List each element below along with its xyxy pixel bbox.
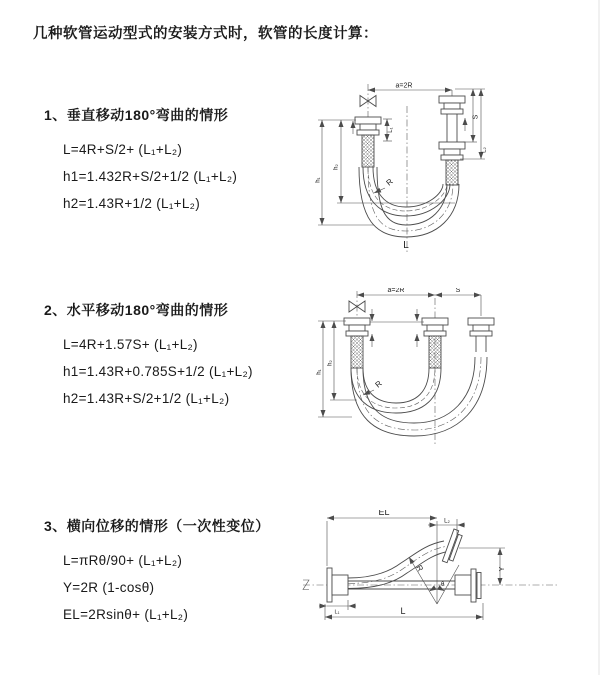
section3-formula-el: EL=2Rsinθ+ (L₁+L₂) (63, 607, 189, 622)
diagram-horizontal-180-bend (312, 288, 592, 460)
dimension-l1 (383, 119, 394, 141)
right-fitting (468, 318, 494, 352)
label-r: R (414, 563, 425, 574)
dim-label-h1: h₁ (315, 177, 322, 183)
dimension-l (325, 603, 483, 620)
section-vertical-movement (44, 105, 237, 217)
dimension-l1 (319, 600, 356, 616)
section2-heading: 2、水平移动180°弯曲的情形 (44, 302, 229, 318)
dim-label-a2r: a=2R (387, 288, 405, 294)
dim-label-h1: h₁ (316, 369, 323, 375)
braided-hose-section (429, 336, 441, 368)
dim-label-y: Y (499, 566, 506, 572)
middle-fitting (422, 318, 448, 368)
dim-label-h2: h₂ (333, 164, 340, 170)
label-r: R (384, 176, 395, 188)
dimension-a2r-s (357, 288, 481, 316)
dim-label-l: L (400, 606, 406, 616)
section-horizontal-movement (44, 300, 253, 412)
braided-hose-section (362, 135, 374, 167)
hose-u-curves (359, 167, 459, 237)
dim-label-el: EL (378, 510, 390, 517)
dimension-l2 (428, 519, 465, 536)
page-title: 几种软管运动型式的安装方式时，软管的长度计算： (33, 26, 378, 42)
dim-label-l1: L₁ (388, 127, 394, 133)
section3-heading: 3、横向位移的情形（一次性变位） (44, 518, 270, 534)
fitting-reference-arrows (370, 309, 424, 347)
section2-formula-h1: h1=1.43R+0.785S+1/2 (L₁+L₂) (63, 364, 253, 379)
section1-heading: 1、垂直移动180°弯曲的情形 (44, 107, 229, 123)
section3-formula-y: Y=2R (1-cosθ) (63, 580, 155, 595)
braided-hose-section (351, 336, 363, 368)
dimension-a2r (368, 83, 452, 97)
dim-label-l2: L₂ (444, 518, 450, 525)
dim-label-s: S (455, 288, 461, 294)
section2-formula-h2: h2=1.43R+S/2+1/2 (L₁+L₂) (63, 391, 230, 406)
section1-formula-h1: h1=1.432R+S/2+1/2 (L₁+L₂) (63, 169, 238, 184)
dim-label-l1: L₁ (334, 609, 340, 616)
valve-icon (360, 84, 376, 117)
left-fitting (353, 117, 381, 167)
dim-label-l2: L₂ (481, 147, 488, 153)
section3-formula-l: L=πRθ/90+ (L₁+L₂) (63, 553, 183, 568)
label-theta: θ (441, 582, 445, 588)
section2-formula-l: L=4R+1.57S+ (L₁+L₂) (63, 337, 198, 352)
left-flange (327, 568, 348, 602)
section-lateral-displacement (44, 516, 270, 628)
angle-construction (409, 557, 459, 604)
hose-u-curves (351, 357, 487, 436)
dimension-h1-h2 (316, 120, 456, 225)
dim-label-h2: h₂ (327, 360, 334, 366)
section1-formula-h2: h2=1.43R+1/2 (L₁+L₂) (63, 196, 201, 211)
section1-formula-l: L=4R+S/2+ (L₁+L₂) (63, 142, 183, 157)
braided-hose-section (446, 160, 458, 185)
right-flange (455, 569, 481, 602)
dim-label-s: S (472, 114, 480, 120)
right-fitting (439, 96, 465, 185)
diagram-lateral-displacement (300, 510, 592, 660)
label-r: R (373, 378, 384, 390)
left-fitting (344, 318, 370, 368)
upper-tilted-flange (442, 529, 463, 564)
dim-label-a2r: a=2R (395, 82, 413, 90)
diagram-vertical-180-bend (315, 72, 585, 258)
label-l: L (403, 240, 409, 251)
